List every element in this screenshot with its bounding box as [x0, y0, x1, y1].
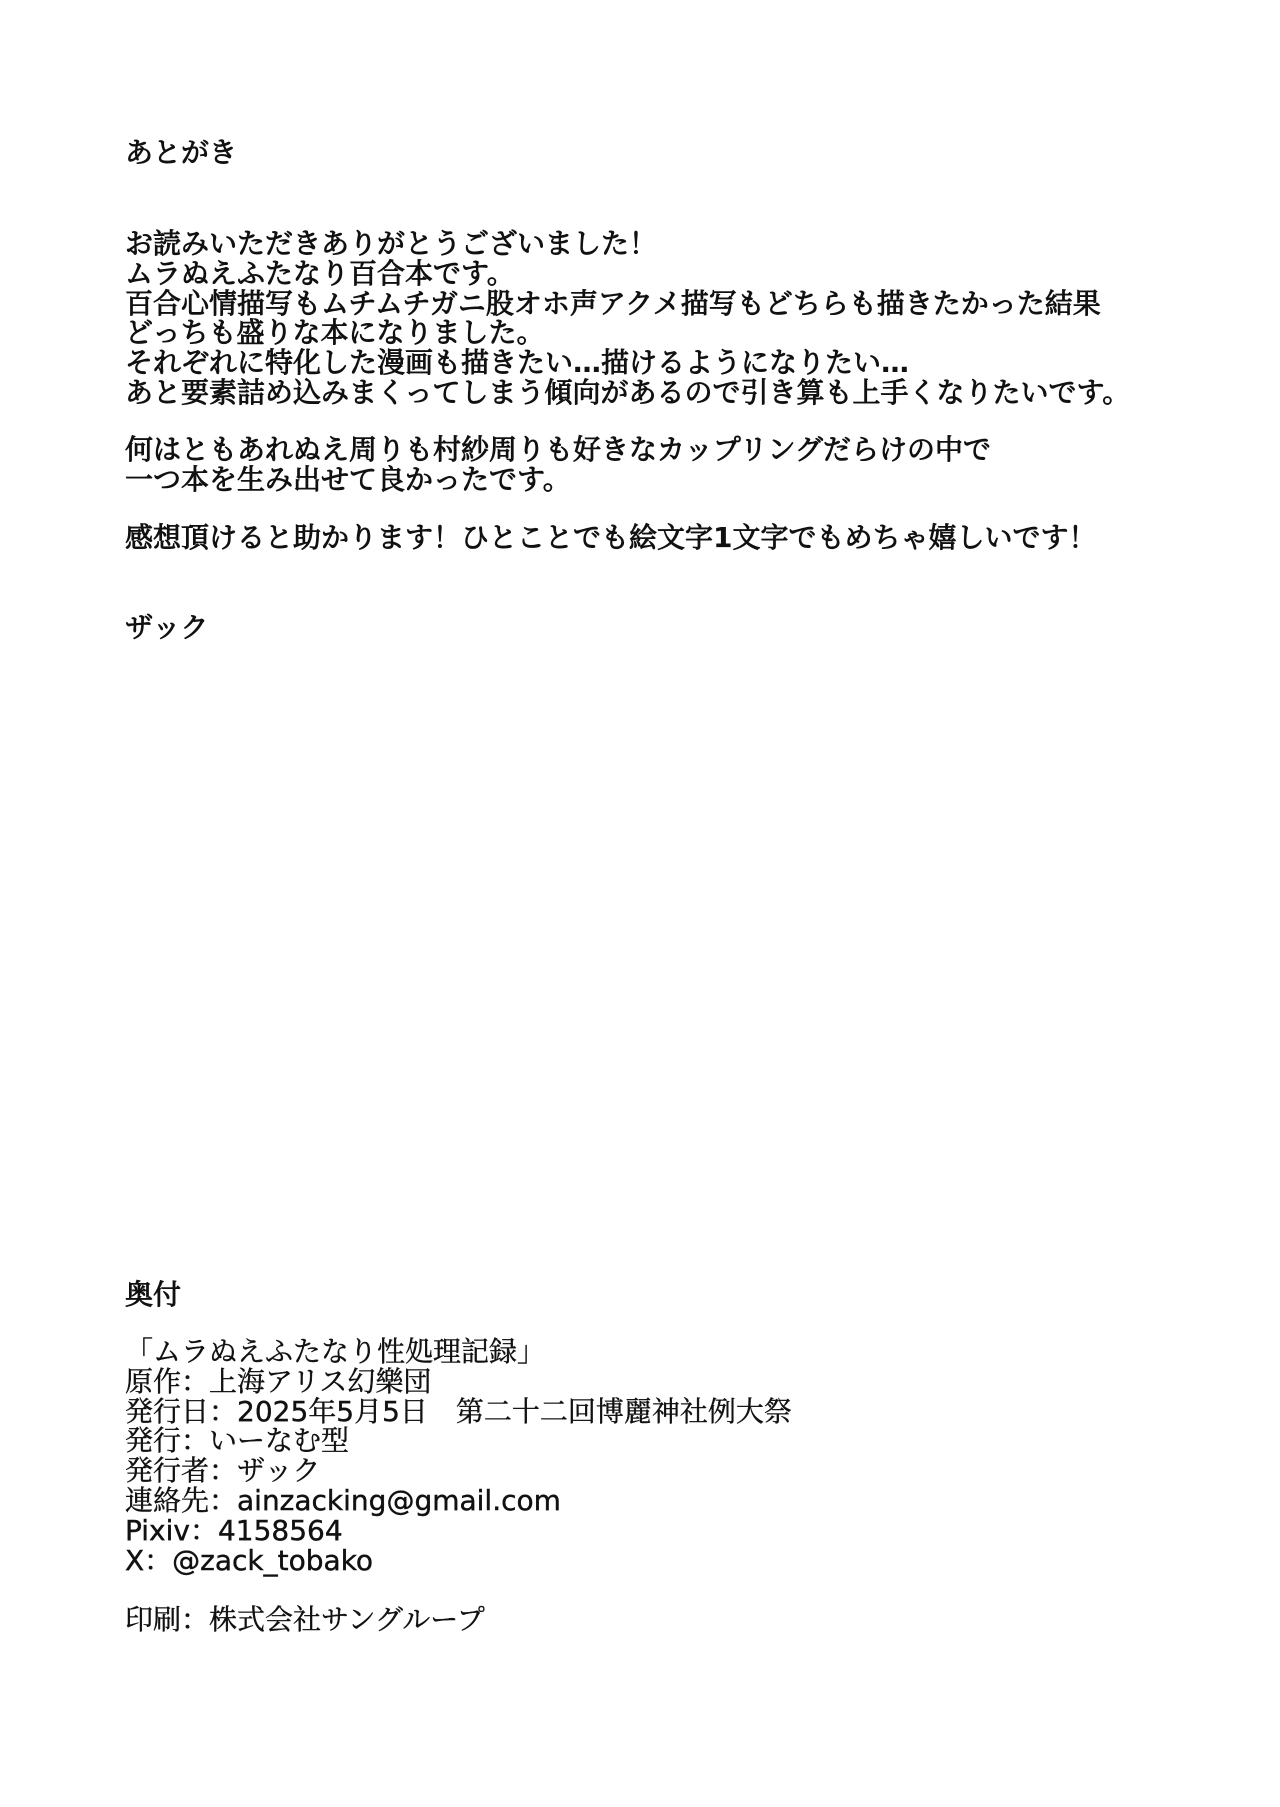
x-handle: X：@zack_tobako — [125, 1543, 374, 1577]
pixiv-id: Pixiv：4158564 — [125, 1513, 343, 1547]
original-work: 原作：上海アリス幻樂団 — [125, 1364, 432, 1398]
book-title: 「ムラぬえふたなり性処理記録」 — [125, 1335, 546, 1368]
text-line: あと要素詰め込みまくってしまう傾向があるので引き算も上手くなりたいです。 — [125, 375, 1131, 409]
colophon-heading: 奥付 — [125, 1278, 182, 1311]
text-line: 何はともあれぬえ周りも村紗周りも好きなカップリングだらけの中で — [125, 433, 992, 466]
text-line: お読みいただきありがとうございました！ — [125, 227, 658, 260]
publish-date: 発行日：2025年5月5日 第二十二回博麗神社例大祭 — [125, 1394, 792, 1428]
afterword-paragraph-3: 感想頂けると助かります！ひとことでも絵文字1文字でもめちゃ嬉しいです！ — [125, 521, 1097, 554]
text-line: 一つ本を生み出せて良かったです。 — [125, 462, 571, 496]
text-line: どっちも盛りな本になりました。 — [125, 316, 545, 350]
signature: ザック — [125, 611, 209, 644]
colophon-details — [125, 1337, 792, 1575]
printer — [125, 1605, 485, 1635]
text-line: ムラぬえふたなり百合本です。 — [125, 256, 515, 290]
author: 発行者：ザック — [125, 1454, 321, 1488]
contact-email: 連絡先：ainzacking@gmail.com — [125, 1483, 561, 1517]
afterword-paragraph-2 — [125, 435, 991, 495]
publisher: 発行：いーなむ型 — [125, 1424, 350, 1458]
afterword-heading: あとがき — [125, 136, 238, 169]
afterword-paragraph-1 — [125, 229, 1130, 408]
printer-line: 印刷：株式会社サングループ — [125, 1603, 485, 1636]
text-line: 百合心情描写もムチムチガニ股オホ声アクメ描写もどちらも描きたかった結果 — [125, 286, 1101, 320]
text-line: それぞれに特化した漫画も描きたい…描けるようになりたい… — [125, 346, 910, 380]
